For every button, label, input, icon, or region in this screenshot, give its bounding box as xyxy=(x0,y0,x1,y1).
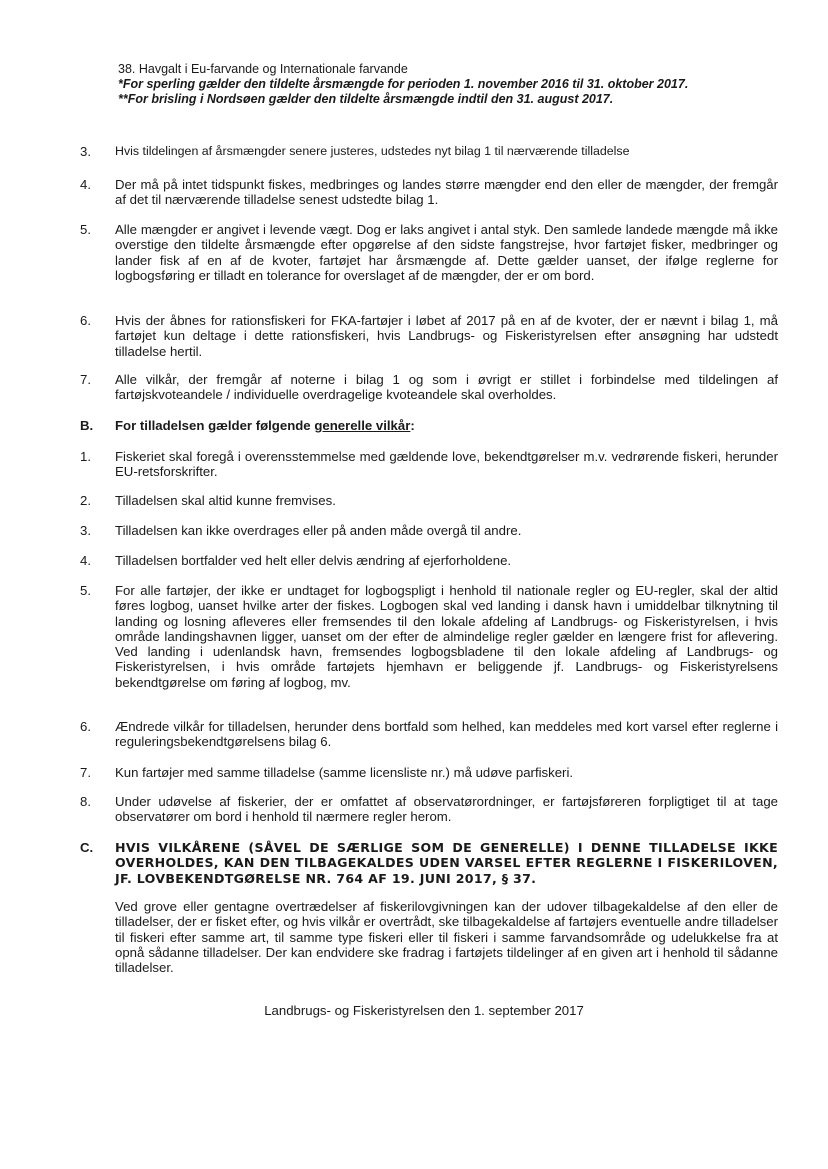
section-b-title-suffix: : xyxy=(410,418,415,433)
section-b-title xyxy=(115,418,778,433)
header-line-1: 38. Havgalt i Eu-farvande og Internationale farvande xyxy=(118,62,408,76)
item-text: Under udøvelse af fiskerier, der er omfattet af observatørordninger, er fartøjsføreren forpligtiget til at tage observatører om bord i henhold til nærmere regler herom. xyxy=(115,794,778,825)
item-text: Alle vilkår, der fremgår af noterne i bilag 1 og som i øvrigt er stillet i forbindelse med tildelingen af fartøjskvoteandele / individuelle overdragelige kvoteandele skal overholdes. xyxy=(115,372,778,403)
item-number: 3. xyxy=(80,144,91,159)
item-text: Tilladelsen skal altid kunne fremvises. xyxy=(115,493,336,508)
item-number: 5. xyxy=(80,222,91,237)
item-text: Tilladelsen bortfalder ved helt eller delvis ændring af ejerforholdene. xyxy=(115,553,512,568)
item-text: Hvis tildelingen af årsmængder senere justeres, udstedes nyt bilag 1 til nærværende tilladelse xyxy=(115,144,630,158)
item-number: 4. xyxy=(80,553,91,568)
item-text: Tilladelsen kan ikke overdrages eller på anden måde overgå til andre. xyxy=(115,523,522,538)
section-b-title-underlined: generelle vilkår xyxy=(314,418,411,433)
item-number: 5. xyxy=(80,583,91,598)
item-text: Alle mængder er angivet i levende vægt. Dog er laks angivet i antal styk. Den samlede landede mængde må ikke overstige den tildelte årsmængde efter opgørelse af den sidste fangstrejse, hvor fartøjet fisker, medbringer og lander fisk af en af de kvoter, fartøjet har årsmængde af. Dette gælder uanset, der ifølge reglerne for logbogsføring er tilladt en tolerance for overslaget af de mængder, der er om bord. xyxy=(115,222,778,283)
item-number: 6. xyxy=(80,313,91,328)
item-number: 2. xyxy=(80,493,91,508)
section-letter: B. xyxy=(80,418,94,433)
section-c-title: HVIS VILKÅRENE (SÅVEL DE SÆRLIGE SOM DE GENERELLE) I DENNE TILLADELSE IKKE OVERHOLDES, KAN DEN TILBAGEKALDES UDEN VARSEL EFTER REGLERNE I FISKERILOVEN, JF. LOVBEKENDTGØRELSE NR. 764 AF 19. JUNI 2017, § 37. xyxy=(115,840,778,886)
header-notes xyxy=(118,62,778,107)
section-b-title-prefix: For tilladelsen gælder følgende xyxy=(115,418,315,433)
item-number: 7. xyxy=(80,372,91,387)
item-text: Der må på intet tidspunkt fiskes, medbringes og landes større mængder end den eller de mængder, der fremgår af det til nærværende tilladelse senest udstedte bilag 1. xyxy=(115,177,778,208)
item-number: 6. xyxy=(80,719,91,734)
item-number: 4. xyxy=(80,177,91,192)
item-number: 3. xyxy=(80,523,91,538)
item-text: Kun fartøjer med samme tilladelse (samme licensliste nr.) må udøve parfiskeri. xyxy=(115,765,574,780)
header-note-brisling: **For brisling i Nordsøen gælder den tildelte årsmængde indtil den 31. august 2017. xyxy=(118,92,614,106)
signature-text: Landbrugs- og Fiskeristyrelsen den 1. september 2017 xyxy=(264,1003,584,1018)
item-text: Fiskeriet skal foregå i overensstemmelse med gældende love, bekendtgørelser m.v. vedrørende fiskeri, herunder EU-retsforskrifter. xyxy=(115,449,778,480)
item-number: 1. xyxy=(80,449,91,464)
item-text: Hvis der åbnes for rationsfiskeri for FKA-fartøjer i løbet af 2017 på en af de kvoter, der er nævnt i bilag 1, må fartøjet kun deltage i dette rationsfiskeri, hvis Landbrugs- og Fiskeristyrelsen efter ansøgning har udstedt tilladelse hertil. xyxy=(115,313,778,359)
section-letter: C. xyxy=(80,840,94,855)
section-c-paragraph: Ved grove eller gentagne overtrædelser af fiskerilovgivningen kan der udover tilbagekaldelse af den eller de tilladelser, der er fisket efter, og hvis vilkår er overtrådt, ske tilbagekaldelse af fartøjers eventuelle andre tilladelser til fiskeri efter samme art, til samme type fiskeri eller til fiskeri i samme farvandsområde og udelukkelse fra at opnå sådanne tilladelser. Der kan endvidere ske fradrag i fartøjets tildelinger af en given art i henhold til sådanne tilladelser. xyxy=(115,899,778,976)
item-text: For alle fartøjer, der ikke er undtaget for logbogspligt i henhold til nationale regler og EU-regler, skal der altid føres logbog, uanset hvilke arter der fiskes. Logbogen skal ved landing i dansk havn i umiddelbar tilknytning til landing og losning afleveres eller fremsendes til den lokale afdeling af Landbrugs- og Fiskeristyrelsen, i hvis område landingshavnen ligger, uanset om der efter de almindelige regler gælder en længere frist for aflevering. Ved landing i udenlandsk havn, fremsendes logbogsbladene til den lokale afdeling af Landbrugs- og Fiskeristyrelsen, i hvis område fartøjets hjemhavn er beliggende jf. Landbrugs- og Fiskeristyrelsens bekendtgørelse om føring af logbog, mv. xyxy=(115,583,778,690)
header-note-sperling: *For sperling gælder den tildelte årsmængde for perioden 1. november 2016 til 31. oktober 2017. xyxy=(118,77,689,91)
signature-line xyxy=(0,1003,828,1018)
item-text: Ændrede vilkår for tilladelsen, herunder dens bortfald som helhed, kan meddeles med kort varsel efter reglerne i reguleringsbekendtgørelsens bilag 6. xyxy=(115,719,778,750)
item-number: 7. xyxy=(80,765,91,780)
item-number: 8. xyxy=(80,794,91,809)
